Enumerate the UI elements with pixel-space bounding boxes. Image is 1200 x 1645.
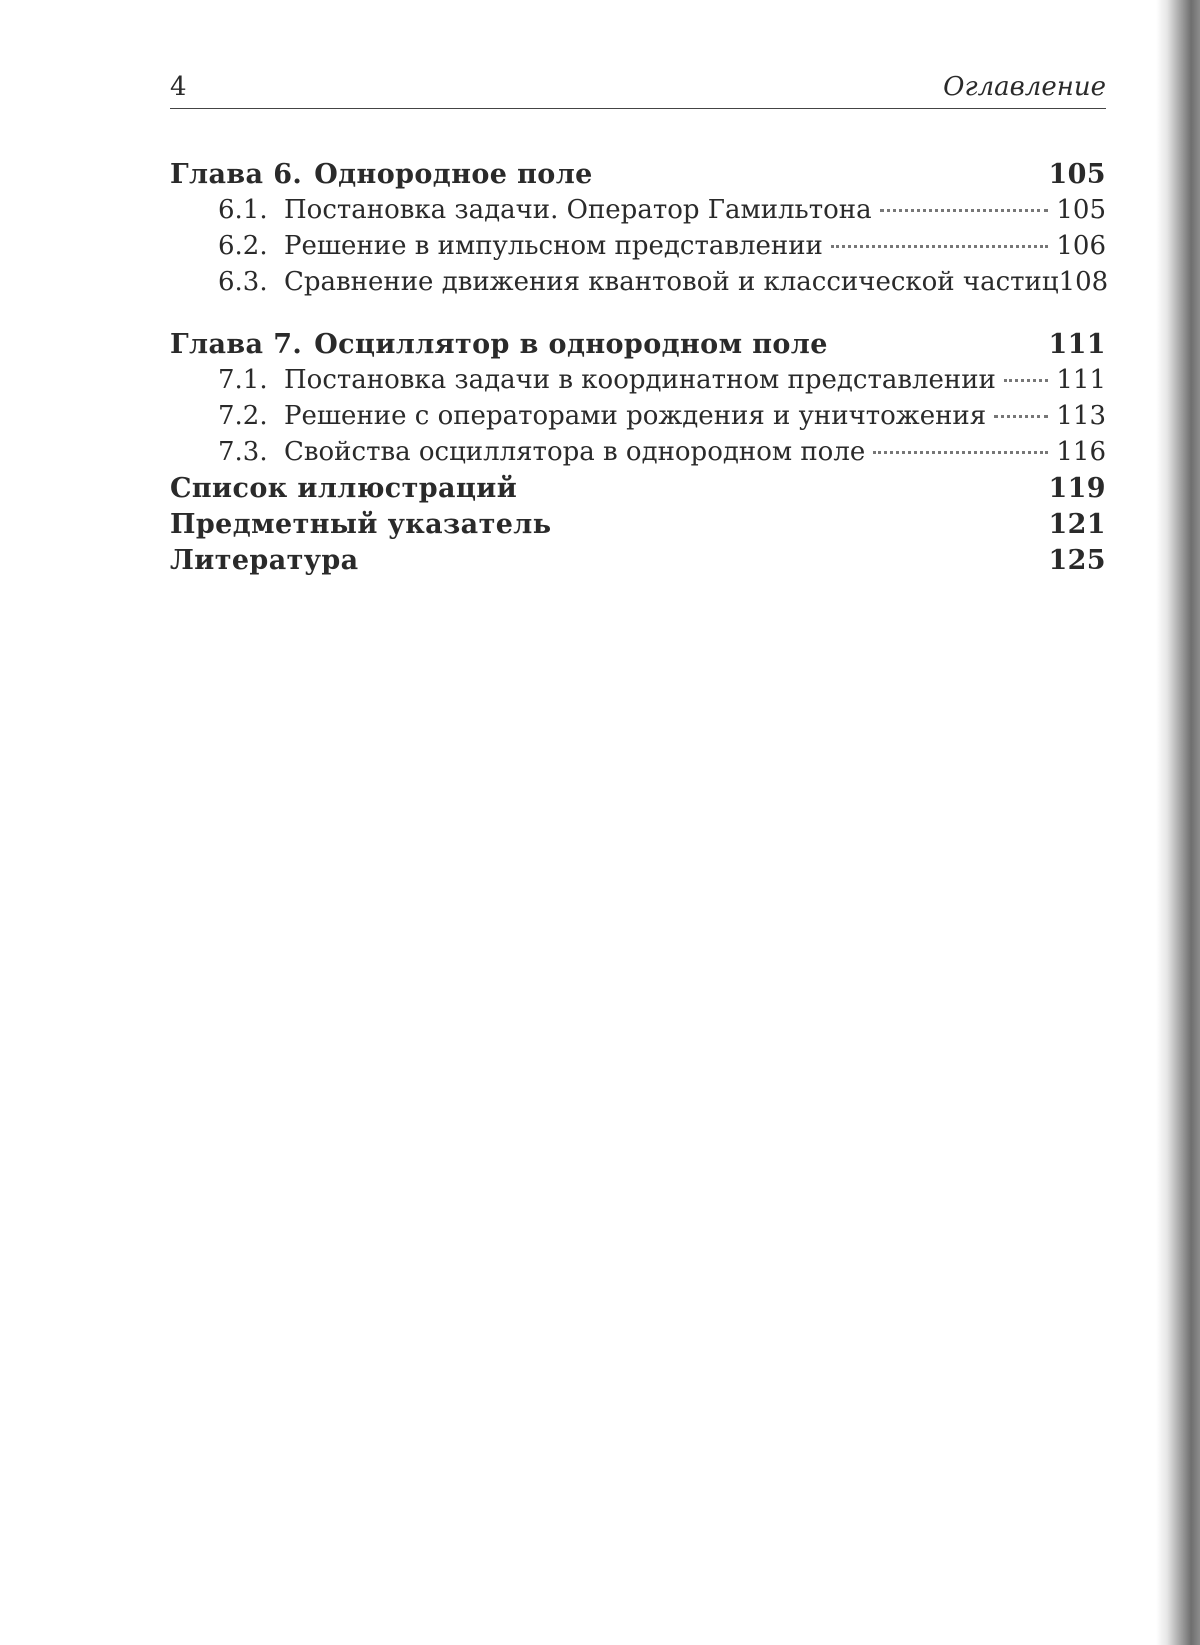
section-page: 113 [1056, 401, 1106, 431]
dot-leader [831, 245, 1048, 248]
section-number: 6.1. [218, 195, 268, 225]
entry-page: 121 [1048, 509, 1106, 540]
toc-subject-index[interactable] [170, 509, 1106, 545]
section-title: Решение с операторами рождения и уничтожения [284, 401, 987, 431]
toc-section-7-2[interactable] [170, 401, 1106, 437]
toc-section-7-1[interactable] [170, 365, 1106, 401]
section-title: Постановка задачи в координатном представлении [284, 365, 996, 395]
chapter-title: Однородное поле [314, 159, 593, 190]
section-number: 7.1. [218, 365, 268, 395]
toc-literature[interactable] [170, 545, 1106, 581]
table-of-contents [170, 159, 1109, 581]
toc-chapter-6[interactable] [170, 159, 1106, 195]
section-page: 106 [1056, 231, 1106, 261]
toc-section-6-3[interactable] [170, 267, 1109, 303]
page-number: 4 [170, 72, 187, 102]
section-page: 116 [1056, 437, 1106, 467]
entry-title: Литература [170, 545, 359, 576]
entry-title: Список иллюстраций [170, 473, 518, 504]
toc-section-6-2[interactable] [170, 231, 1106, 267]
toc-illustrations[interactable] [170, 473, 1106, 509]
chapter-label: Глава 7. [170, 329, 303, 360]
chapter-page: 111 [1048, 329, 1106, 360]
section-title: Свойства осциллятора в однородном поле [284, 437, 866, 467]
section-number: 7.3. [218, 437, 268, 467]
section-number: 7.2. [218, 401, 268, 431]
chapter-page: 105 [1048, 159, 1106, 190]
section-page: 108 [1058, 267, 1109, 297]
toc-section-6-1[interactable] [170, 195, 1106, 231]
book-page [170, 70, 1109, 581]
toc-section-7-3[interactable] [170, 437, 1106, 473]
section-title: Постановка задачи. Оператор Гамильтона [284, 195, 872, 225]
entry-page: 125 [1048, 545, 1106, 576]
dot-leader [994, 415, 1048, 418]
toc-chapter-7[interactable] [170, 329, 1106, 365]
dot-leader [1004, 379, 1049, 382]
section-page: 111 [1056, 365, 1106, 395]
section-number: 6.3. [218, 267, 268, 297]
page-binding-shadow [1156, 0, 1200, 1645]
entry-title: Предметный указатель [170, 509, 552, 540]
dot-leader [873, 451, 1048, 454]
section-title: Сравнение движения квантовой и классической частиц [284, 267, 1059, 297]
running-head-title: Оглавление [943, 72, 1106, 102]
dot-leader [880, 209, 1049, 212]
chapter-title: Осциллятор в однородном поле [314, 329, 828, 360]
section-page: 105 [1056, 195, 1106, 225]
running-head [170, 70, 1106, 109]
section-title: Решение в импульсном представлении [284, 231, 823, 261]
section-number: 6.2. [218, 231, 268, 261]
chapter-label: Глава 6. [170, 159, 303, 190]
entry-page: 119 [1048, 473, 1106, 504]
